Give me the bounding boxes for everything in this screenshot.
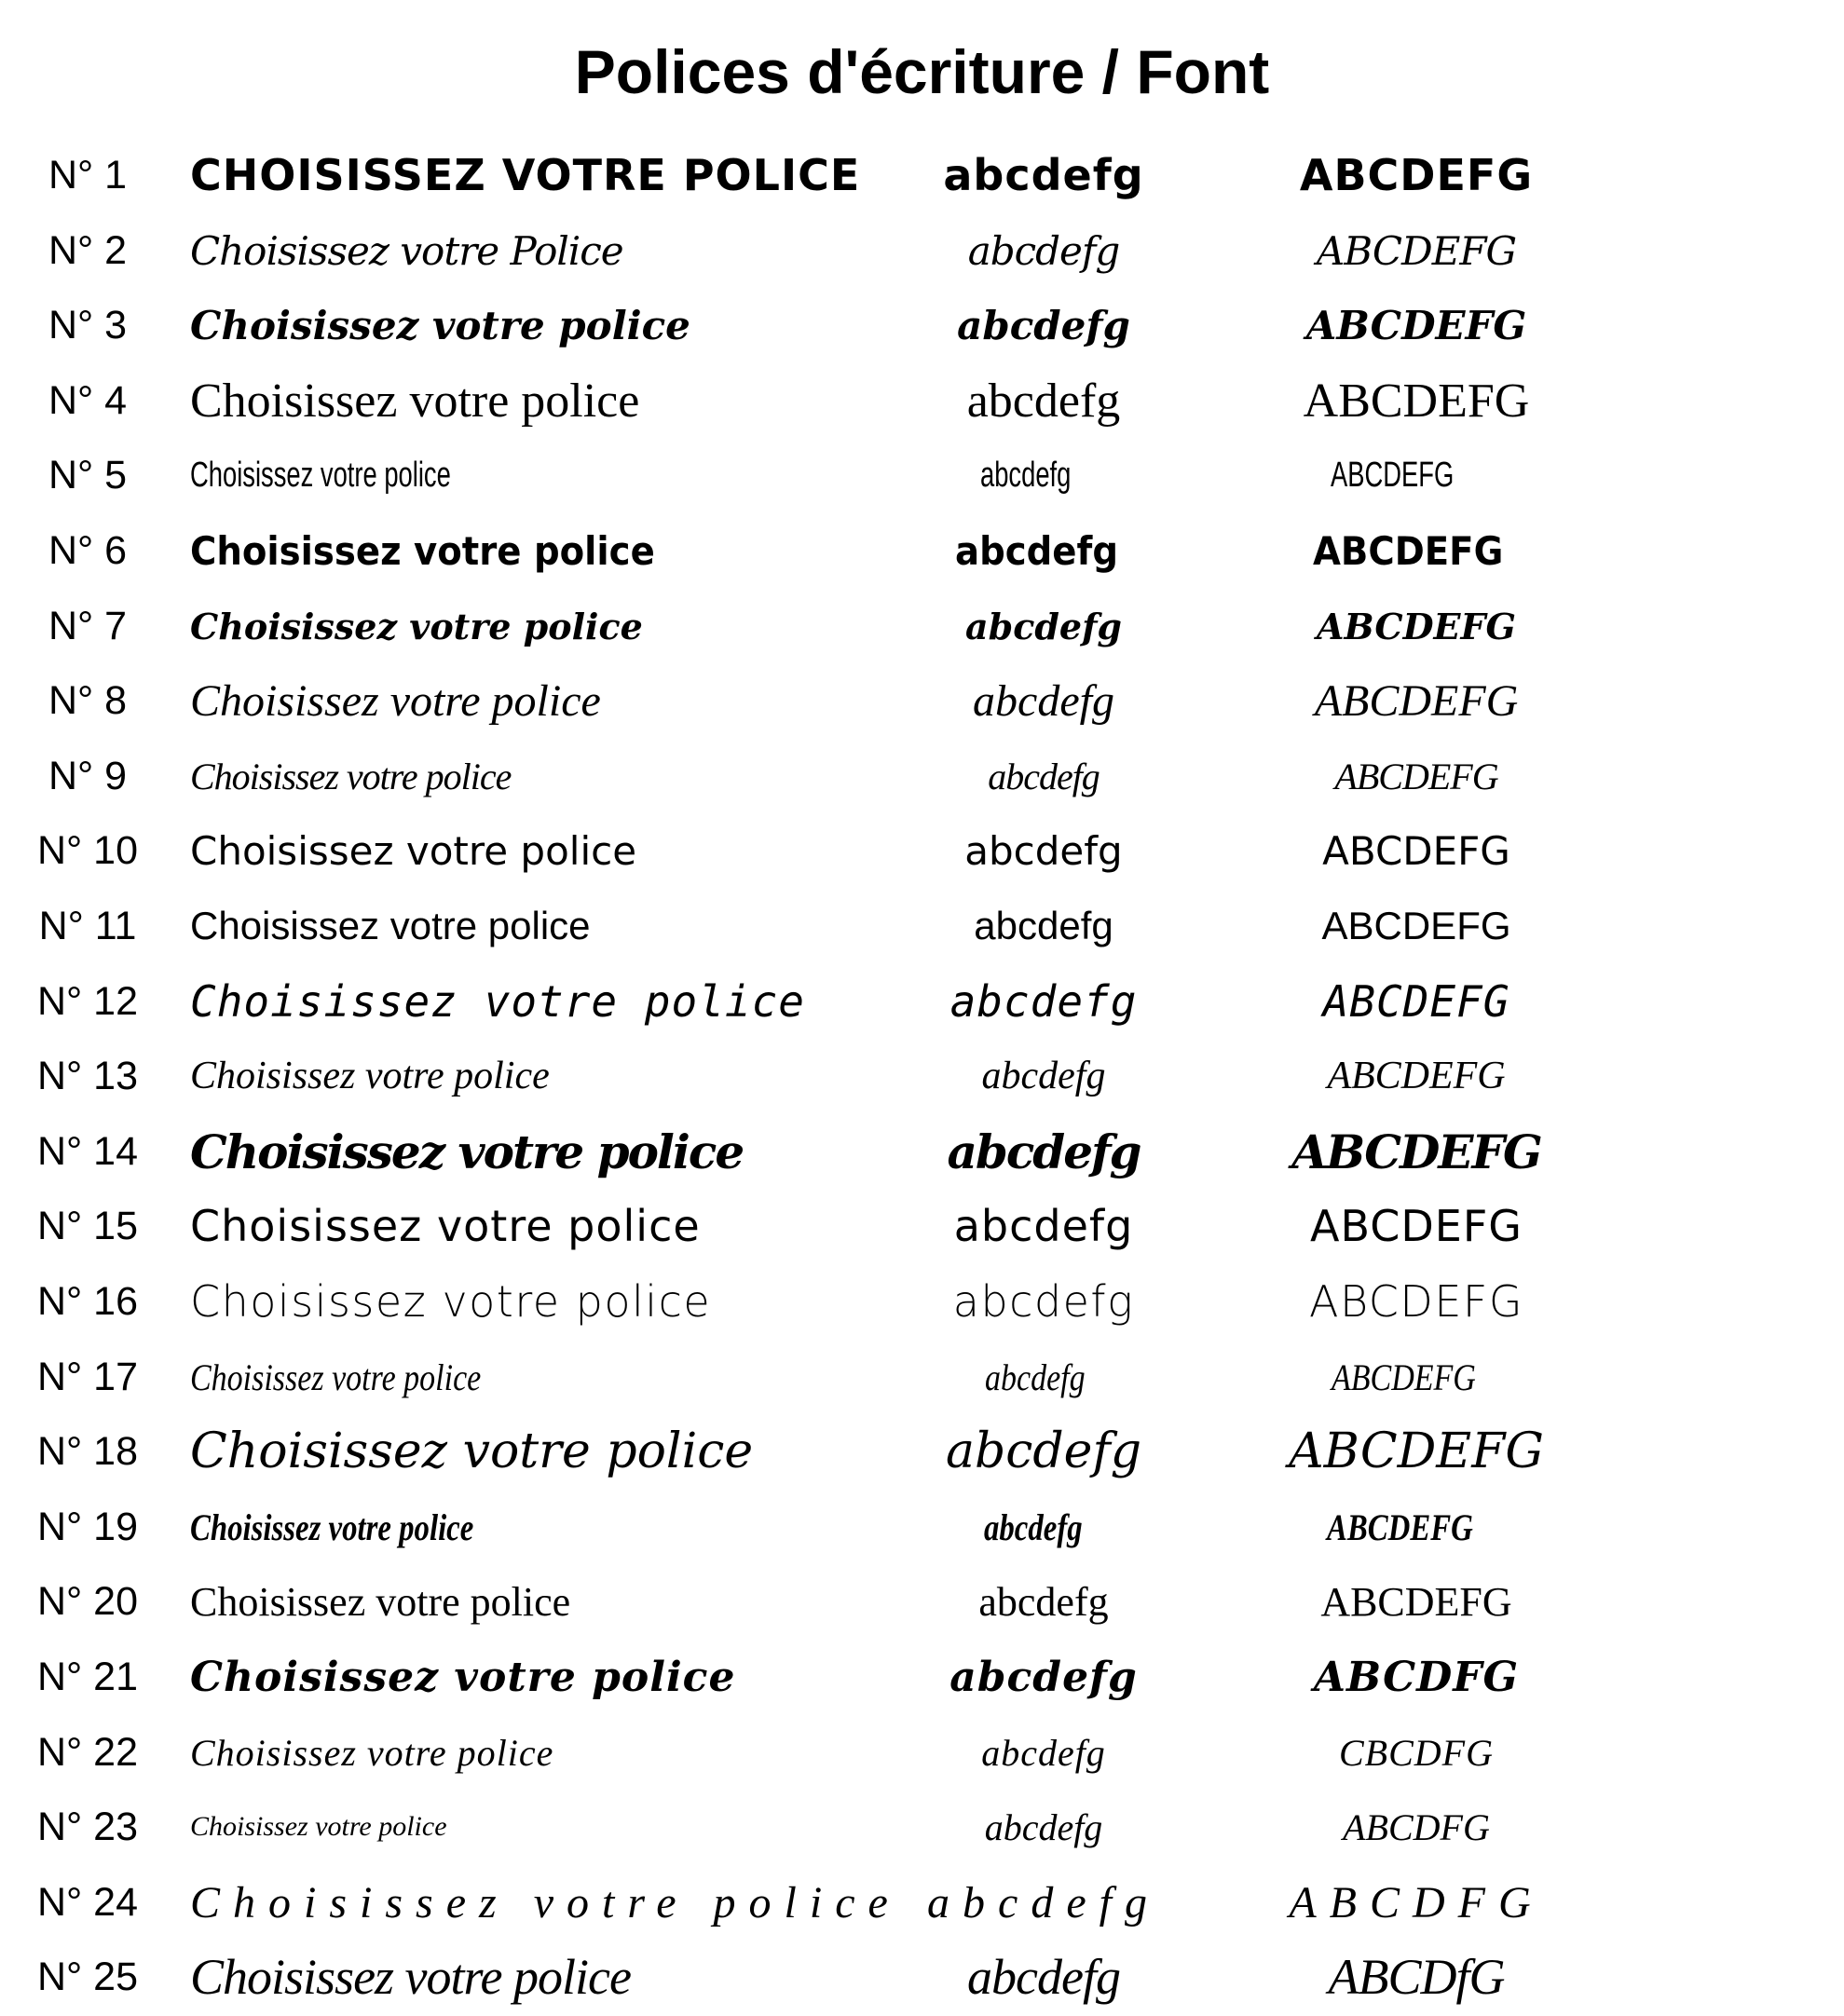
font-number-cell xyxy=(13,739,162,813)
font-number-cell xyxy=(13,438,162,512)
font-uppercase-sample-cell xyxy=(1202,589,1631,663)
font-uppercase-sample: ABCDEFG xyxy=(1291,1124,1541,1179)
font-sample-text: Choisissez votre police xyxy=(190,374,640,428)
font-number-cell xyxy=(13,889,162,963)
font-lowercase-sample: abcdefg xyxy=(974,904,1113,947)
font-lowercase-sample-cell xyxy=(848,1414,1239,1489)
font-row xyxy=(0,513,1844,588)
font-sample-text-cell xyxy=(190,1039,954,1113)
font-lowercase-sample: abcdefg xyxy=(943,150,1144,200)
font-sample-text-cell xyxy=(190,663,954,738)
font-sample-text-cell xyxy=(190,739,954,813)
font-number-cell xyxy=(13,1865,162,1940)
font-number: N° 22 xyxy=(36,1729,139,1775)
font-row xyxy=(0,1865,1844,1940)
font-row xyxy=(0,964,1844,1039)
font-number: N° 16 xyxy=(36,1278,139,1324)
font-number: N° 2 xyxy=(48,227,128,273)
font-lowercase-sample-cell xyxy=(848,513,1239,588)
font-number: N° 3 xyxy=(48,302,128,347)
font-uppercase-sample: ABCDfG xyxy=(1328,1949,1505,2005)
font-row xyxy=(0,739,1844,813)
font-number-cell xyxy=(13,663,162,738)
font-sample-text: Choisissez votre police xyxy=(190,1423,754,1479)
font-number-cell xyxy=(13,1264,162,1339)
font-lowercase-sample: abcdefg xyxy=(949,1653,1138,1701)
font-uppercase-sample-cell xyxy=(1202,438,1631,512)
font-uppercase-sample-cell xyxy=(1202,739,1631,813)
font-uppercase-sample-cell xyxy=(1202,1189,1631,1263)
font-sample-text: Choisissez votre police xyxy=(190,755,512,797)
font-number-cell xyxy=(13,1114,162,1189)
font-sample-text: Choisissez votre police xyxy=(190,1276,712,1327)
font-lowercase-sample: abcdefg xyxy=(978,1578,1109,1625)
font-lowercase-sample-cell xyxy=(848,813,1239,888)
font-number-cell xyxy=(13,813,162,888)
font-number: N° 24 xyxy=(36,1879,139,1925)
font-number: N° 20 xyxy=(36,1578,139,1624)
font-number-cell xyxy=(13,1340,162,1414)
font-sample-text-cell xyxy=(190,1490,954,1564)
font-row xyxy=(0,1490,1844,1564)
font-uppercase-sample-cell xyxy=(1202,1039,1631,1113)
font-sample-text-cell xyxy=(190,138,954,212)
font-lowercase-sample: abcdefg xyxy=(980,455,1072,495)
font-number: N° 9 xyxy=(48,753,128,798)
font-lowercase-sample: abcdefg xyxy=(953,1201,1134,1251)
font-lowercase-sample: abcdefg xyxy=(952,1276,1135,1327)
font-lowercase-sample-cell xyxy=(848,589,1239,663)
font-uppercase-sample: ABCDEFG xyxy=(1321,904,1511,947)
font-row xyxy=(0,363,1844,438)
font-lowercase-sample-cell xyxy=(848,1039,1239,1113)
font-sample-text-cell xyxy=(190,213,954,288)
font-uppercase-sample: ABCDEFG xyxy=(1322,827,1510,874)
font-number-cell xyxy=(13,1414,162,1489)
font-sample-text-cell xyxy=(190,1114,954,1189)
font-number: N° 14 xyxy=(36,1128,139,1174)
font-number-cell xyxy=(13,288,162,362)
font-sample-text: Choisissez votre police xyxy=(190,827,637,874)
font-uppercase-sample-cell xyxy=(1202,813,1631,888)
font-uppercase-sample: ABCDEFG xyxy=(1310,1201,1523,1251)
font-number-cell xyxy=(13,1564,162,1639)
font-sample-text: Choisissez votre police xyxy=(190,1055,550,1097)
font-sample-text: Choisissez votre police xyxy=(190,976,805,1027)
font-uppercase-sample: ABCDEFG xyxy=(1312,527,1504,574)
font-row xyxy=(0,589,1844,663)
font-sample-text-cell xyxy=(190,288,954,362)
font-sample-text: Choisissez votre police xyxy=(190,1653,736,1701)
font-lowercase-sample-cell xyxy=(848,1865,1239,1940)
font-sample-text: Choisissez votre police xyxy=(190,1578,571,1625)
font-row xyxy=(0,1715,1844,1790)
font-sample-text: Choisissez votre police xyxy=(190,1811,447,1842)
font-sample-text: Choisissez votre police xyxy=(190,1731,554,1774)
font-lowercase-sample-cell xyxy=(848,1189,1239,1263)
font-uppercase-sample-cell xyxy=(1202,138,1631,212)
font-lowercase-sample: abcdefg xyxy=(983,1505,1083,1548)
font-uppercase-sample: ABCDEFG xyxy=(1327,1505,1474,1548)
font-uppercase-sample: ABCDEFG xyxy=(1322,976,1510,1027)
font-uppercase-sample: ABCDEFG xyxy=(1289,1423,1544,1479)
font-uppercase-sample-cell xyxy=(1202,1490,1631,1564)
font-lowercase-sample-cell xyxy=(848,1790,1239,1864)
font-row xyxy=(0,889,1844,963)
font-lowercase-sample-cell xyxy=(848,1564,1239,1639)
font-sample-text-cell xyxy=(190,964,954,1039)
font-number: N° 11 xyxy=(38,903,137,948)
font-number-cell xyxy=(13,1940,162,2014)
font-sample-text-cell xyxy=(190,589,954,663)
font-uppercase-sample: ABCDEFG xyxy=(1299,150,1534,200)
font-uppercase-sample: ABCDEFG xyxy=(1303,374,1530,428)
font-sample-text-cell xyxy=(190,1189,954,1263)
font-sample-text-cell xyxy=(190,1264,954,1339)
font-number-cell xyxy=(13,1490,162,1564)
font-number: N° 1 xyxy=(48,152,128,198)
font-sample-text-cell xyxy=(190,813,954,888)
font-sample-text: Choisissez votre Police xyxy=(190,227,623,274)
font-sample-text: Choisissez votre police xyxy=(190,455,451,495)
font-number-cell xyxy=(13,1715,162,1790)
font-row xyxy=(0,1790,1844,1864)
font-lowercase-sample: abcdefg xyxy=(964,827,1123,874)
font-uppercase-sample-cell xyxy=(1202,1414,1631,1489)
font-lowercase-sample: abcdefg xyxy=(947,1124,1141,1179)
font-lowercase-sample-cell xyxy=(848,1715,1239,1790)
font-lowercase-sample-cell xyxy=(848,1490,1239,1564)
font-uppercase-sample-cell xyxy=(1202,1264,1631,1339)
font-number: N° 23 xyxy=(36,1804,139,1849)
font-uppercase-sample-cell xyxy=(1202,889,1631,963)
font-number: N° 25 xyxy=(36,1954,139,1999)
font-uppercase-sample-cell xyxy=(1202,513,1631,588)
font-sample-text-cell xyxy=(190,1564,954,1639)
font-lowercase-sample: abcdefg xyxy=(957,302,1130,348)
font-lowercase-sample-cell xyxy=(848,288,1239,362)
font-uppercase-sample-cell xyxy=(1202,1640,1631,1714)
font-uppercase-sample-cell xyxy=(1202,1790,1631,1864)
font-number-cell xyxy=(13,213,162,288)
font-uppercase-sample-cell xyxy=(1202,1940,1631,2014)
font-lowercase-sample-cell xyxy=(848,739,1239,813)
font-uppercase-sample: ABCDEFG xyxy=(1334,755,1498,797)
font-row xyxy=(0,663,1844,738)
font-sample-text-cell xyxy=(190,513,954,588)
font-sample-text: Choisissez votre police xyxy=(190,1124,744,1179)
font-row xyxy=(0,438,1844,512)
font-lowercase-sample: abcdefg xyxy=(981,1731,1106,1774)
font-lowercase-sample-cell xyxy=(848,1940,1239,2014)
font-lowercase-sample: abcdefg xyxy=(984,1355,1086,1398)
font-lowercase-sample: abcdefg xyxy=(988,755,1100,797)
font-number: N° 7 xyxy=(48,603,128,648)
font-lowercase-sample: abcdefg xyxy=(954,527,1118,574)
font-sample-text: Choisissez votre police xyxy=(190,605,643,647)
font-sample-text-cell xyxy=(190,1715,954,1790)
font-uppercase-sample: CBCDFG xyxy=(1339,1731,1494,1774)
font-number: N° 17 xyxy=(36,1354,139,1399)
font-uppercase-sample: ABCDEFG xyxy=(1305,302,1527,348)
font-sample-text-cell xyxy=(190,1340,954,1414)
font-lowercase-sample: abcdefg xyxy=(927,1877,1160,1927)
font-uppercase-sample: ABCDEFG xyxy=(1320,1578,1512,1625)
font-row xyxy=(0,213,1844,288)
font-row xyxy=(0,1564,1844,1639)
font-sample-text: Choisissez votre police xyxy=(190,675,601,726)
font-sample-text: Choisissez votre police xyxy=(190,1505,474,1548)
font-sample-text-cell xyxy=(190,1414,954,1489)
font-uppercase-sample-cell xyxy=(1202,1715,1631,1790)
font-number: N° 8 xyxy=(48,677,128,723)
font-uppercase-sample-cell xyxy=(1202,1114,1631,1189)
font-number: N° 4 xyxy=(48,377,128,423)
font-row xyxy=(0,138,1844,212)
font-sample-text-cell xyxy=(190,438,954,512)
font-sample-text-cell xyxy=(190,1790,954,1864)
font-sample-text: Choisissez votre police xyxy=(190,904,591,947)
font-uppercase-sample: ABCDEFG xyxy=(1331,455,1455,495)
font-uppercase-sample: ABCDFG xyxy=(1289,1877,1544,1927)
font-lowercase-sample: abcdefg xyxy=(981,1055,1106,1097)
font-number-cell xyxy=(13,138,162,212)
font-number-cell xyxy=(13,513,162,588)
font-sample-text-cell xyxy=(190,1865,954,1940)
font-number-cell xyxy=(13,363,162,438)
font-uppercase-sample-cell xyxy=(1202,363,1631,438)
font-lowercase-sample: abcdefg xyxy=(967,227,1120,274)
font-sample-text: Choisissez votre police xyxy=(190,1355,482,1398)
font-number: N° 10 xyxy=(36,827,139,873)
font-uppercase-sample-cell xyxy=(1202,1340,1631,1414)
font-uppercase-sample-cell xyxy=(1202,1564,1631,1639)
font-lowercase-sample: abcdefg xyxy=(949,976,1138,1027)
font-row xyxy=(0,1414,1844,1489)
font-sample-text: CHOISISSEZ VOTRE POLICE xyxy=(190,150,861,200)
font-sample-text: Choisissez votre police xyxy=(190,1949,631,2005)
font-lowercase-sample-cell xyxy=(848,964,1239,1039)
font-lowercase-sample: abcdefg xyxy=(966,374,1121,428)
font-sample-text-cell xyxy=(190,363,954,438)
font-lowercase-sample-cell xyxy=(848,889,1239,963)
font-number-cell xyxy=(13,589,162,663)
font-number: N° 18 xyxy=(36,1428,139,1474)
font-number: N° 19 xyxy=(36,1504,139,1549)
font-uppercase-sample: ABCDEFG xyxy=(1331,1355,1476,1398)
font-uppercase-sample: ABCDFG xyxy=(1343,1805,1490,1848)
font-row xyxy=(0,1264,1844,1339)
font-sample-text: Choisissez votre police xyxy=(190,1877,901,1927)
font-number-cell xyxy=(13,1189,162,1263)
font-uppercase-sample-cell xyxy=(1202,288,1631,362)
font-number-cell xyxy=(13,1039,162,1113)
font-lowercase-sample-cell xyxy=(848,213,1239,288)
font-sample-text: Choisissez votre police xyxy=(190,527,655,574)
font-uppercase-sample-cell xyxy=(1202,964,1631,1039)
font-uppercase-sample: ABCDEFG xyxy=(1316,227,1517,274)
font-number: N° 15 xyxy=(36,1203,139,1248)
font-uppercase-sample: ABCDEFG xyxy=(1327,1055,1506,1097)
font-row xyxy=(0,288,1844,362)
font-number: N° 13 xyxy=(36,1053,139,1098)
font-lowercase-sample: abcdefg xyxy=(945,1423,1141,1479)
font-uppercase-sample-cell xyxy=(1202,213,1631,288)
font-lowercase-sample: abcdefg xyxy=(973,675,1114,726)
font-uppercase-sample: ABCDFG xyxy=(1313,1653,1520,1701)
font-uppercase-sample: ABCDEFG xyxy=(1314,675,1519,726)
font-lowercase-sample-cell xyxy=(848,1264,1239,1339)
font-uppercase-sample: ABCDEFG xyxy=(1309,1276,1523,1327)
font-lowercase-sample-cell xyxy=(848,1640,1239,1714)
font-row xyxy=(0,1940,1844,2014)
font-sample-text-cell xyxy=(190,889,954,963)
font-number: N° 6 xyxy=(48,527,128,573)
font-lowercase-sample: abcdefg xyxy=(984,1805,1103,1848)
font-sample-text: Choisissez votre police xyxy=(190,302,690,348)
font-uppercase-sample-cell xyxy=(1202,1865,1631,1940)
font-number: N° 21 xyxy=(36,1654,139,1699)
font-sample-text-cell xyxy=(190,1640,954,1714)
font-row xyxy=(0,813,1844,888)
font-lowercase-sample: abcdefg xyxy=(965,605,1122,647)
font-sample-text-cell xyxy=(190,1940,954,2014)
font-lowercase-sample-cell xyxy=(848,1114,1239,1189)
font-uppercase-sample-cell xyxy=(1202,663,1631,738)
font-lowercase-sample-cell xyxy=(848,138,1239,212)
font-lowercase-sample-cell xyxy=(848,1340,1239,1414)
font-number-cell xyxy=(13,964,162,1039)
font-uppercase-sample: ABCDEFG xyxy=(1317,605,1516,647)
font-row xyxy=(0,1114,1844,1189)
font-number: N° 5 xyxy=(48,452,128,497)
font-sample-text: Choisissez votre police xyxy=(190,1201,701,1251)
font-lowercase-sample-cell xyxy=(848,663,1239,738)
font-row xyxy=(0,1640,1844,1714)
font-lowercase-sample: abcdefg xyxy=(967,1949,1120,2005)
font-number-cell xyxy=(13,1790,162,1864)
font-row xyxy=(0,1340,1844,1414)
font-number: N° 12 xyxy=(36,978,139,1024)
font-lowercase-sample-cell xyxy=(848,363,1239,438)
page-title: Polices d'écriture / Font xyxy=(574,37,1270,106)
font-number-cell xyxy=(13,1640,162,1714)
font-row xyxy=(0,1189,1844,1263)
font-row xyxy=(0,1039,1844,1113)
font-lowercase-sample-cell xyxy=(848,438,1239,512)
